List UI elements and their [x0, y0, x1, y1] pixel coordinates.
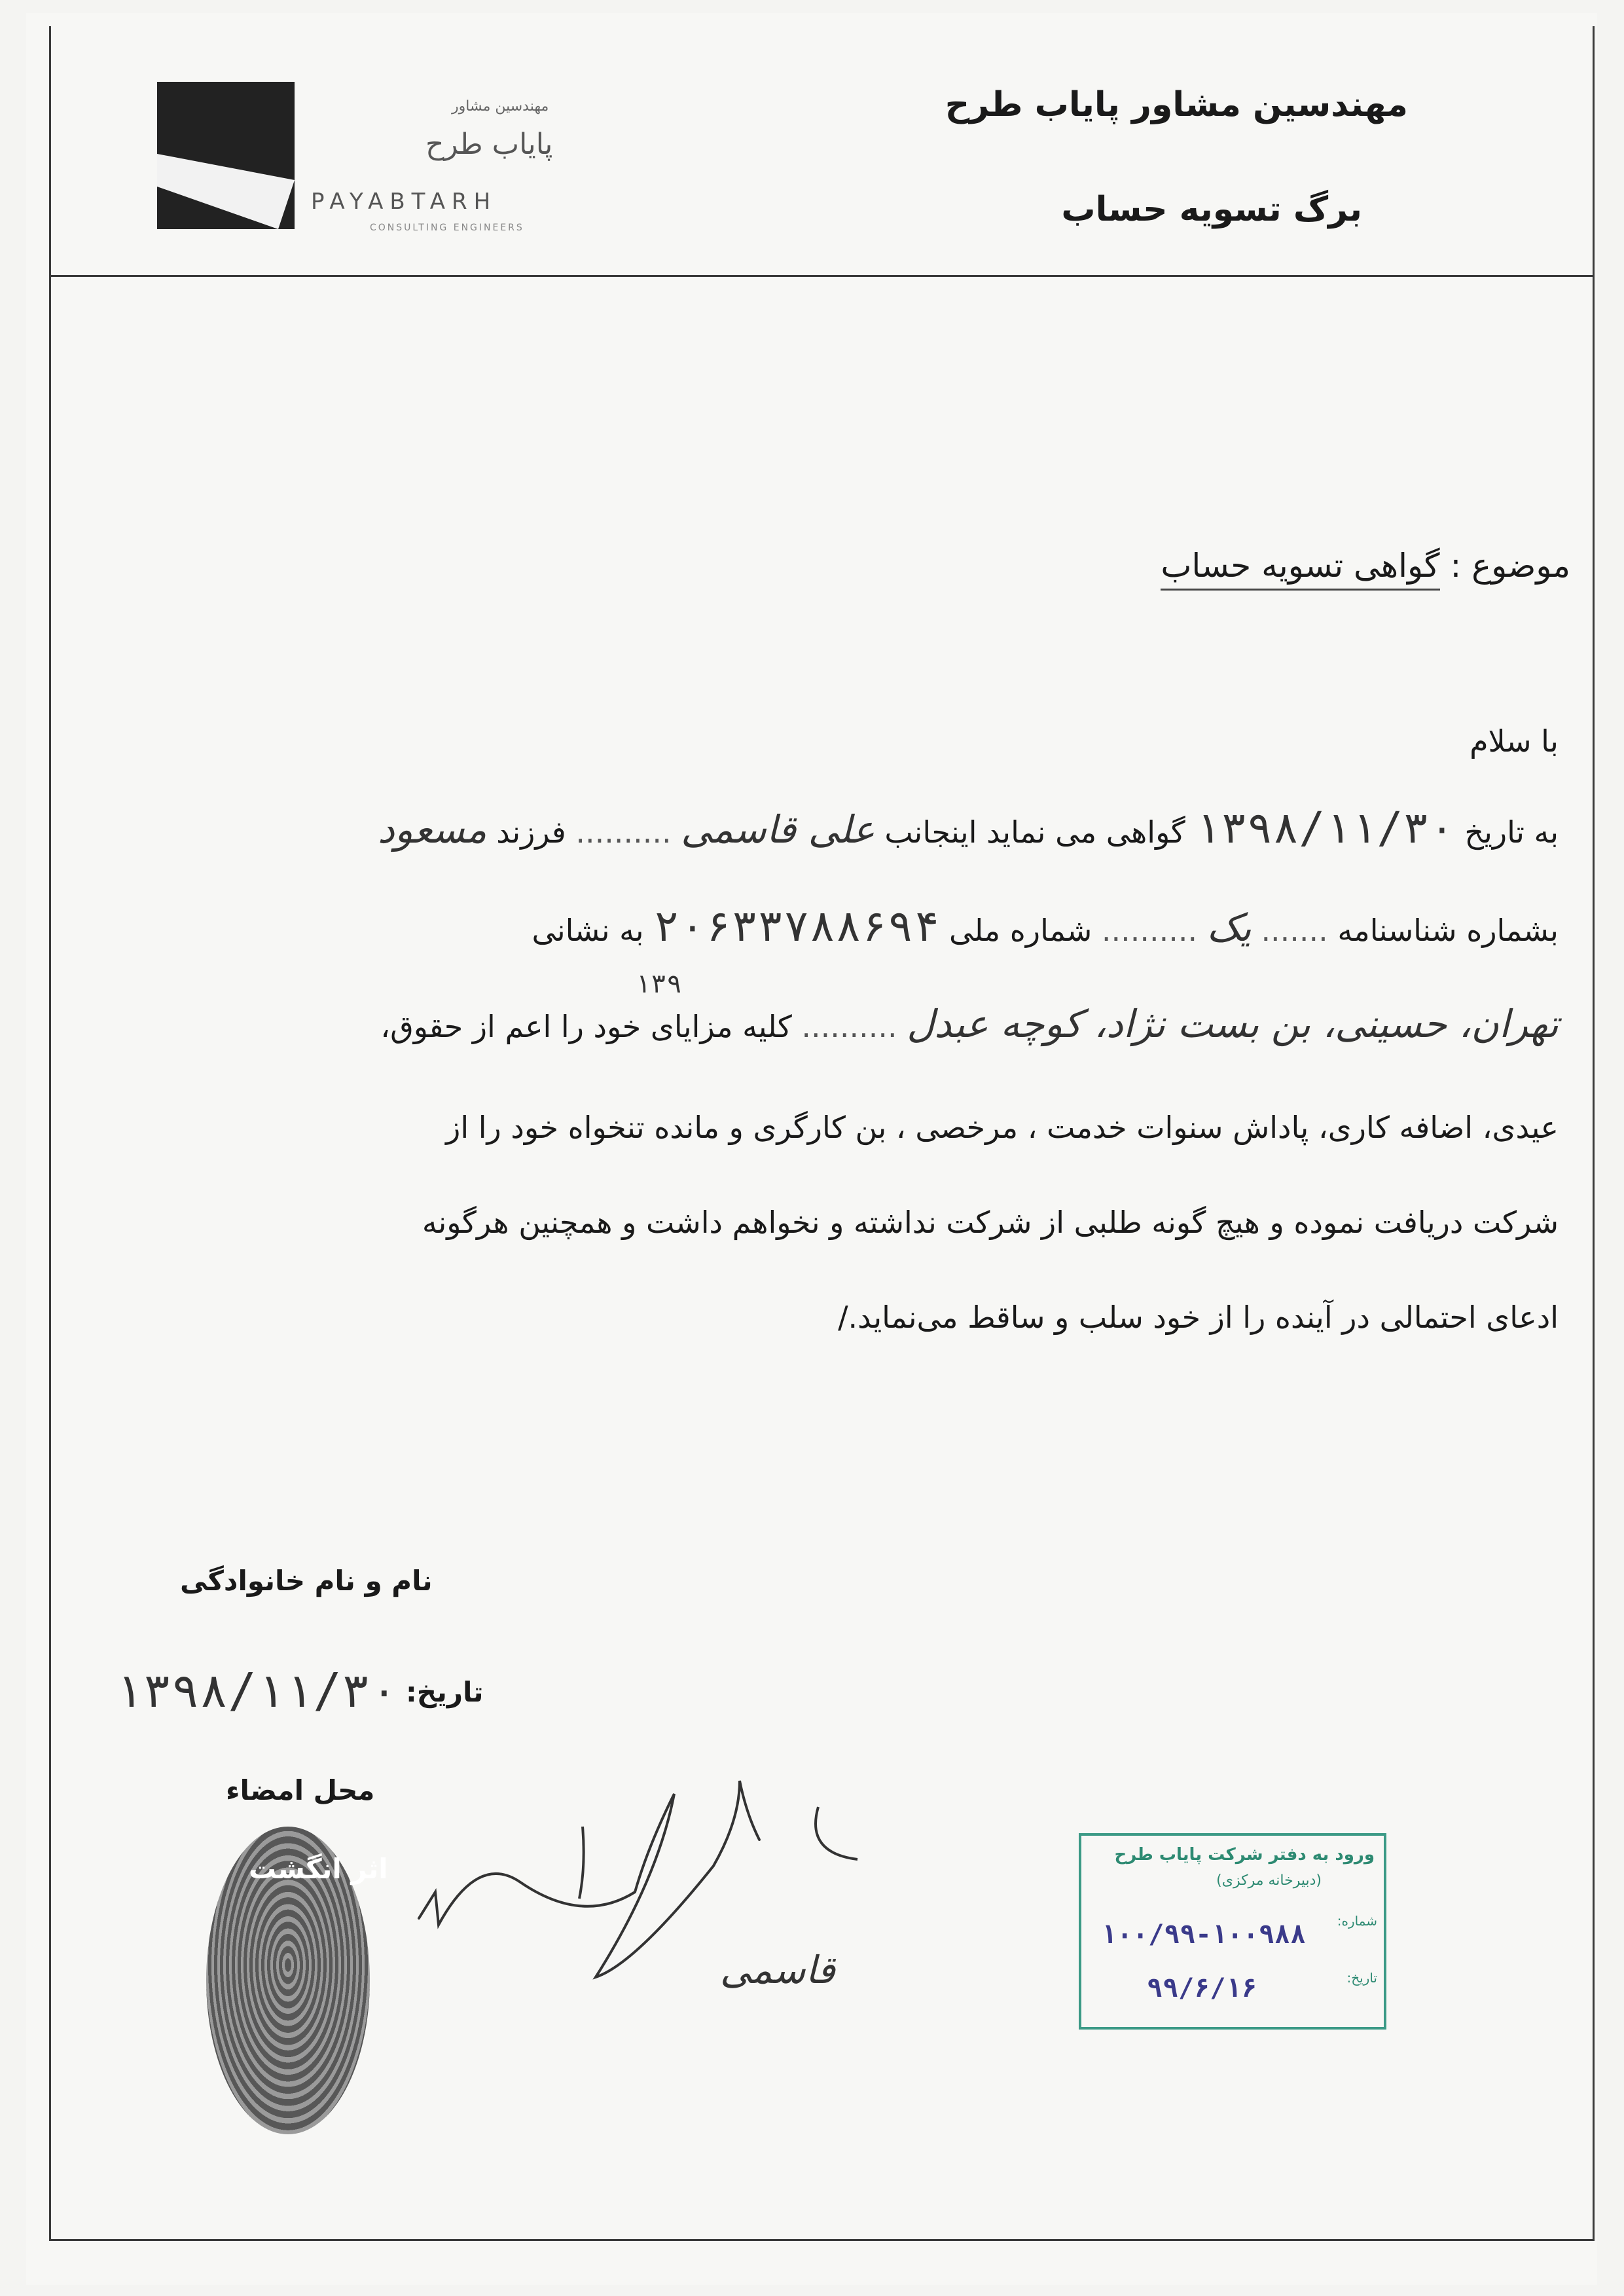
company-logo-icon [157, 82, 295, 229]
body-line-4: عیدی، اضافه کاری، پاداش سنوات خدمت ، مرخصی ، بن کارگری و مانده تنخواه خود را از [446, 1110, 1559, 1145]
national-id-label: شماره ملی [948, 913, 1092, 948]
header-divider [49, 275, 1593, 277]
stamp-number-label: شماره: [1337, 1913, 1377, 1929]
form-title: برگ تسویه حساب [1061, 190, 1362, 229]
date-prefix: به تاریخ [1464, 814, 1559, 850]
handwritten-address: تهران، حسینی، بن بست نژاد، کوچه عبدل [907, 1002, 1559, 1046]
body-line-1: به تاریخ ۱۳۹۸/۱۱/۳۰ گواهی می نماید اینجانب علی قاسمی .......... فرزند مسعود [378, 803, 1559, 853]
footer-date-label: تاریخ: [406, 1676, 484, 1708]
company-name: مهندسین مشاور پایاب طرح [945, 85, 1408, 124]
subject-value: گواهی تسویه حساب [1161, 547, 1439, 591]
handwritten-signature-name: قاسمی [720, 1948, 835, 1992]
handwritten-national-id: ۲۰۶۳۳۷۸۸۶۹۴ [653, 901, 940, 951]
logo-subtitle-fa: مهندسین مشاور [452, 98, 549, 115]
id-number-label: بشماره شناسنامه [1337, 913, 1559, 948]
stamp-title: ورود به دفتر شرکت پایاب طرح [1114, 1845, 1375, 1865]
certify-text: گواهی می نماید اینجانب [884, 814, 1185, 850]
fingerprint-label: اثر انگشت [249, 1853, 388, 1885]
entry-stamp [1079, 1833, 1386, 2030]
subject-label: موضوع : [1450, 547, 1570, 585]
body-line-6: ادعای احتمالی در آینده را از خود سلب و ساقط می‌نماید./ [838, 1300, 1559, 1335]
stamp-date-label: تاریخ: [1346, 1970, 1377, 1986]
handwritten-date: ۱۳۹۸/۱۱/۳۰ [1195, 803, 1455, 853]
body-line-2: بشماره شناسنامه ....... یک .......... شماره ملی ۲۰۶۳۳۷۸۸۶۹۴ به نشانی [532, 901, 1559, 951]
handwritten-father-name: مسعود [378, 807, 487, 852]
address-label: به نشانی [532, 913, 644, 948]
handwritten-id-number: یک [1206, 905, 1252, 950]
child-of-label: فرزند [496, 814, 566, 850]
footer-handwritten-date: ۱۳۹۸/۱۱/۳۰ [115, 1663, 399, 1718]
stamp-number-value: ۱۰۰/۹۹-۱۰۰۹۸۸ [1101, 1920, 1307, 1950]
benefits-text: کلیه مزایای خود را اعم از حقوق، [380, 1009, 792, 1044]
signature-icon [399, 1768, 897, 2056]
logo-subtitle-en: CONSULTING ENGINEERS [370, 223, 524, 233]
handwritten-name: علی قاسمی [681, 807, 875, 852]
name-label: نام و نام خانوادگی [180, 1565, 433, 1597]
logo-name-en: PAYABTARH [311, 189, 497, 215]
logo-name-fa: پایاب طرح [425, 128, 553, 161]
subject-line [1161, 547, 1570, 585]
stamp-date-value: ۹۹/۶/۱۶ [1147, 1973, 1257, 2003]
greeting: با سلام [1470, 723, 1559, 759]
signature-label: محل امضاء [226, 1774, 375, 1806]
handwritten-plate-number: ۱۳۹ [635, 969, 683, 999]
stamp-subtitle: (دبیرخانه مرکزی) [1216, 1872, 1322, 1889]
body-line-3: تهران، حسینی، بن بست نژاد، کوچه عبدل .......... کلیه مزایای خود را اعم از حقوق، [380, 1002, 1559, 1046]
body-line-5: شرکت دریافت نموده و هیچ گونه طلبی از شرکت نداشته و نخواهم داشت و همچنین هرگونه [422, 1205, 1559, 1240]
